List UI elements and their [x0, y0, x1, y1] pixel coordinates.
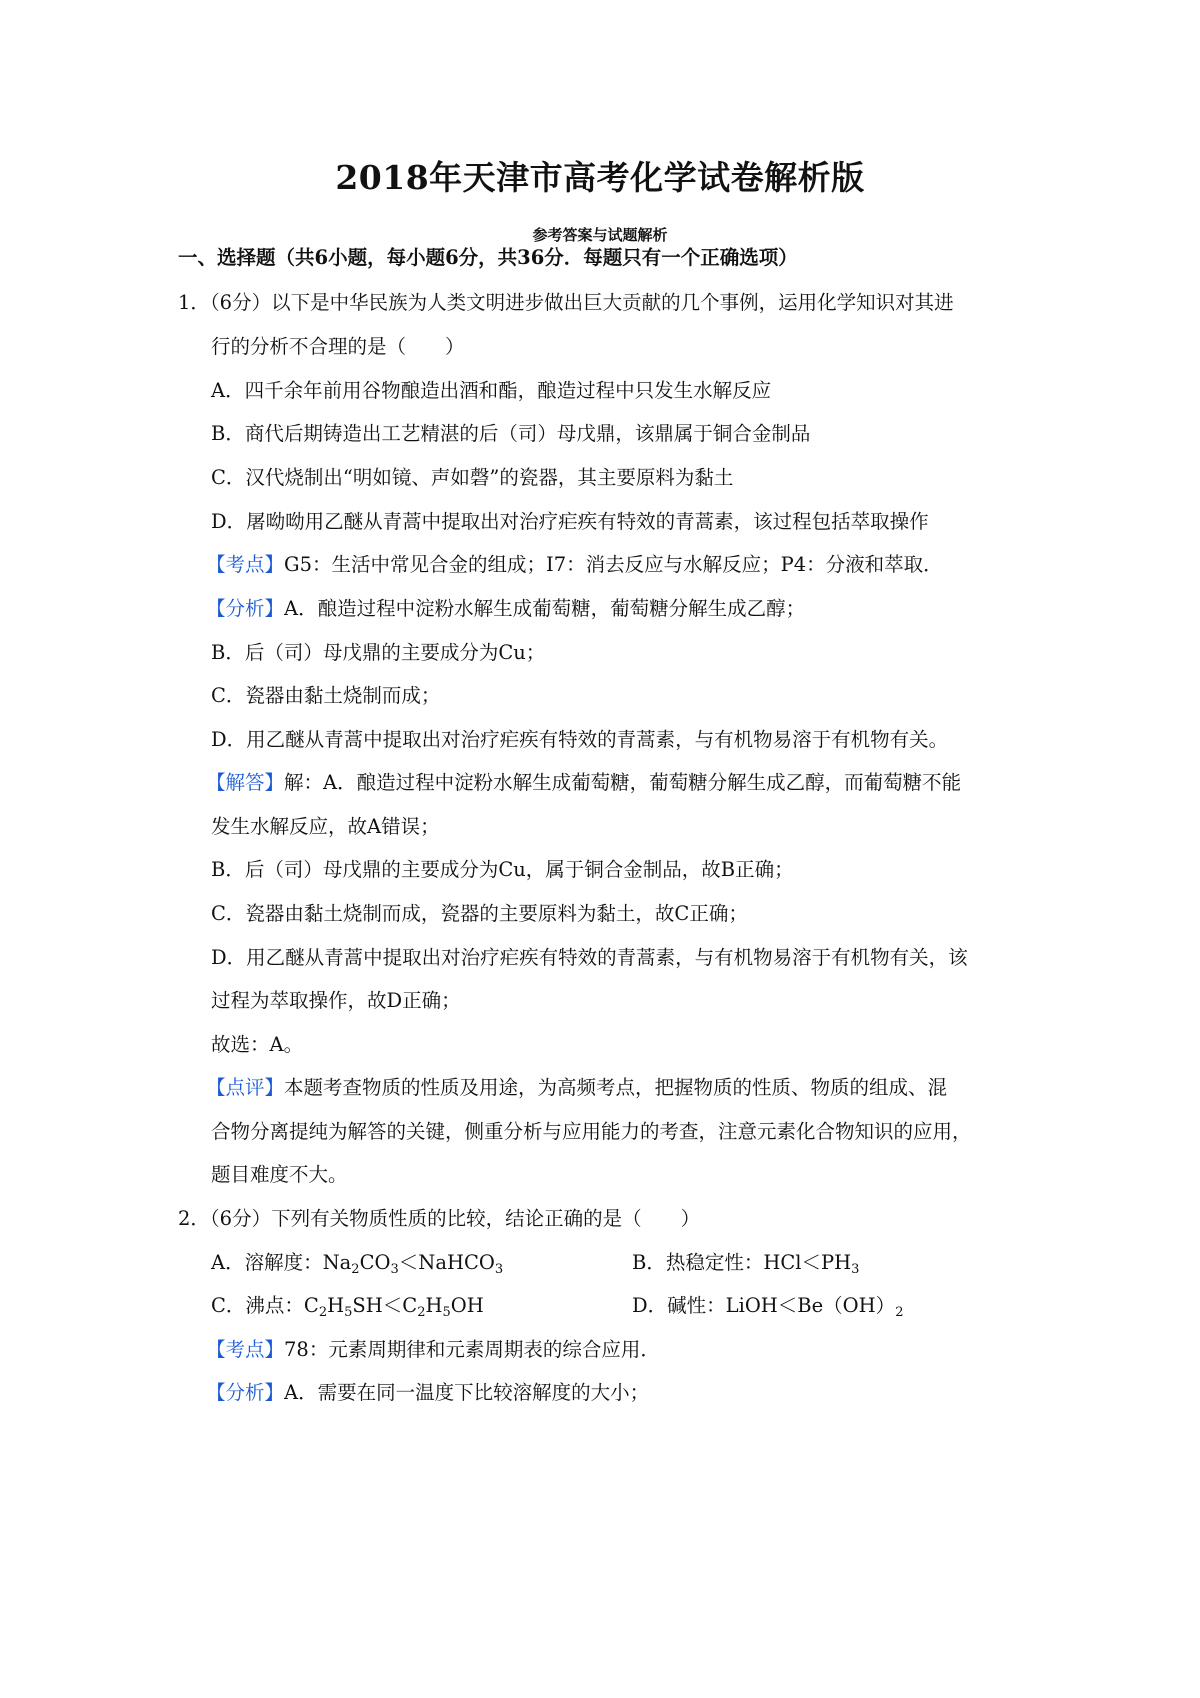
q2-option-c-text: H [425, 1294, 443, 1317]
kaodian-text: G5：生活中常见合金的组成；I7：消去反应与水解反应；P4：分液和萃取． [284, 553, 943, 576]
q2-option-a-text: CO [359, 1251, 391, 1274]
q2-stem: 2．（6分）下列有关物质性质的比较，结论正确的是（ ） [178, 1207, 701, 1230]
q1-option-d: D．屠呦呦用乙醚从青蒿中提取出对治疗疟疾有特效的青蒿素，该过程包括萃取操作 [211, 510, 929, 533]
q2-option-c-text: OH [450, 1294, 484, 1317]
q1-fenxi [206, 596, 805, 622]
q2-option-c-text: H [327, 1294, 345, 1317]
document-subtitle: 参考答案与试题解析 [532, 226, 668, 244]
fenxi-tag: 【分析】 [206, 597, 285, 620]
q2-option-c-text: SH＜C [352, 1294, 418, 1317]
q2-option-a-text: A．溶解度：Na [211, 1251, 352, 1274]
fenxi-text-a: A．酿造过程中淀粉水解生成葡萄糖，葡萄糖分解生成乙醇； [284, 597, 806, 620]
q2-option-c-text: C．沸点：C [211, 1294, 319, 1317]
q2-option-d-text: D．碱性：LiOH＜Be（OH） [632, 1294, 896, 1317]
subscript: 3 [390, 1262, 399, 1277]
q1-jieda-b: B．后（司）母戊鼎的主要成分为Cu，属于铜合金制品，故B正确； [211, 858, 794, 881]
jieda-text-a1: 解：A．酿造过程中淀粉水解生成葡萄糖，葡萄糖分解生成乙醇，而葡萄糖不能 [284, 771, 962, 794]
q2-option-b [632, 1250, 859, 1276]
subscript: 2 [895, 1305, 904, 1320]
q1-dianping-2: 合物分离提纯为解答的关键，侧重分析与应用能力的考查，注意元素化合物知识的应用， [211, 1120, 972, 1143]
q1-fenxi-b: B．后（司）母戊鼎的主要成分为Cu； [211, 641, 546, 664]
q1-jieda [206, 770, 961, 796]
jieda-tag: 【解答】 [206, 771, 285, 794]
kaodian-text: 78：元素周期律和元素周期表的综合应用． [284, 1338, 660, 1361]
q2-option-c [211, 1293, 484, 1319]
q1-dianping-3: 题目难度不大。 [211, 1163, 348, 1186]
q1-dianping [206, 1075, 947, 1101]
q1-jieda-d2: 过程为萃取操作，故D正确； [211, 989, 461, 1012]
fenxi-tag: 【分析】 [206, 1381, 285, 1404]
q1-choice: 故选：A。 [211, 1033, 304, 1056]
subscript: 3 [494, 1262, 504, 1277]
fenxi-text-a: A．需要在同一温度下比较溶解度的大小； [284, 1381, 650, 1404]
kaodian-tag: 【考点】 [206, 553, 285, 576]
kaodian-tag: 【考点】 [206, 1338, 285, 1361]
section-heading: 一、选择题（共6小题，每小题6分，共36分．每题只有一个正确选项） [178, 246, 798, 269]
q1-stem-line1: 1．（6分）以下是中华民族为人类文明进步做出巨大贡献的几个事例，运用化学知识对其进 [178, 291, 954, 314]
subscript: 5 [344, 1305, 353, 1320]
subscript: 3 [851, 1262, 860, 1277]
q1-stem-line2: 行的分析不合理的是（ ） [211, 335, 465, 358]
q1-option-b: B．商代后期铸造出工艺精湛的后（司）母戊鼎，该鼎属于铜合金制品 [211, 422, 811, 445]
dianping-tag: 【点评】 [206, 1076, 285, 1099]
q1-kaodian [206, 552, 943, 578]
q2-kaodian [206, 1337, 660, 1363]
q2-fenxi [206, 1380, 649, 1406]
subscript: 2 [351, 1262, 360, 1277]
q1-jieda-c: C．瓷器由黏土烧制而成，瓷器的主要原料为黏土，故C正确； [211, 902, 748, 925]
q2-option-a [211, 1250, 503, 1276]
q1-fenxi-d: D．用乙醚从青蒿中提取出对治疗疟疾有特效的青蒿素，与有机物易溶于有机物有关。 [211, 728, 949, 751]
document-title: 2018年天津市高考化学试卷解析版 [335, 158, 865, 197]
subscript: 2 [318, 1305, 328, 1320]
q1-fenxi-c: C．瓷器由黏土烧制而成； [211, 684, 441, 707]
q1-jieda-d1: D．用乙醚从青蒿中提取出对治疗疟疾有特效的青蒿素，与有机物易溶于有机物有关，该 [211, 946, 968, 969]
subscript: 5 [442, 1305, 451, 1320]
q1-option-c: C．汉代烧制出“明如镜、声如磬”的瓷器，其主要原料为黏土 [211, 466, 734, 489]
q1-option-a: A．四千余年前用谷物酿造出酒和酯，酿造过程中只发生水解反应 [211, 379, 772, 402]
dianping-text-1: 本题考查物质的性质及用途，为高频考点，把握物质的性质、物质的组成、混 [284, 1076, 948, 1099]
q2-option-d [632, 1293, 903, 1319]
q1-jieda-a2: 发生水解反应，故A错误； [211, 815, 440, 838]
q2-option-a-text: ＜NaHCO [398, 1251, 495, 1274]
subscript: 2 [417, 1305, 426, 1320]
q2-option-b-text: B．热稳定性：HCl＜PH [632, 1251, 852, 1274]
